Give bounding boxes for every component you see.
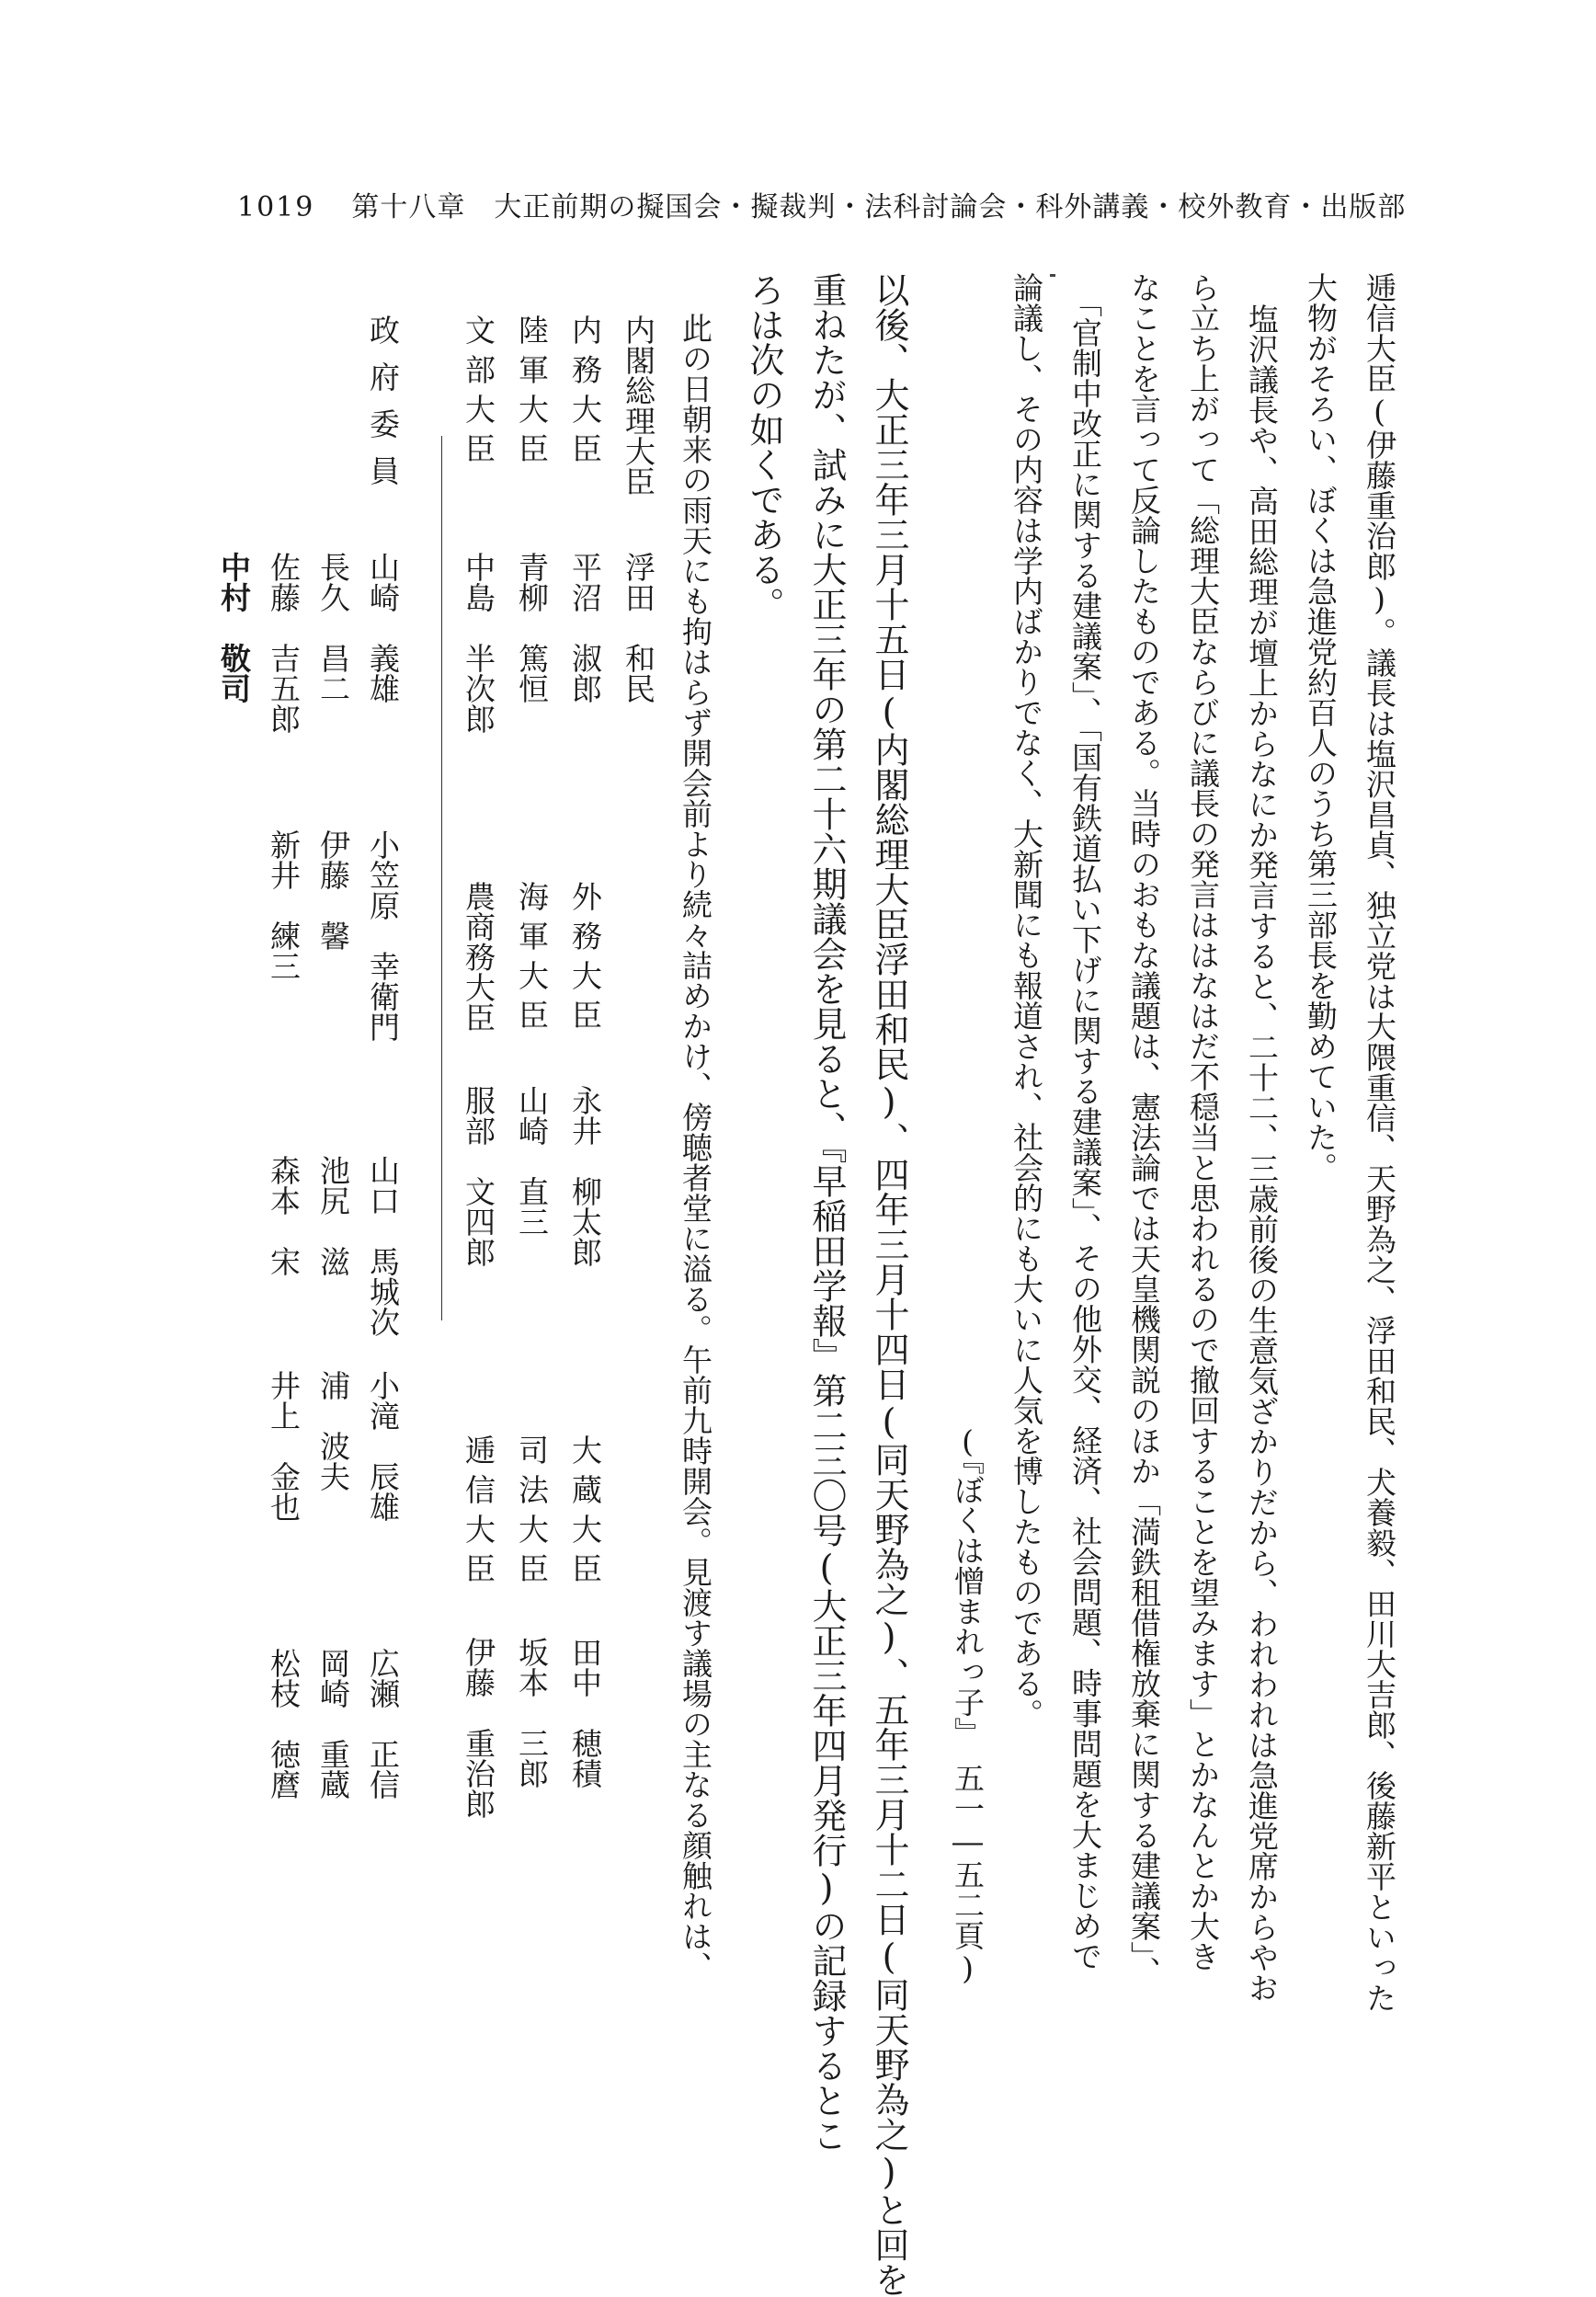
committee-member: 小滝 辰雄 [365,1370,401,1522]
minister: 山崎 直三 [514,1085,550,1237]
post: 内務大臣 [567,314,603,473]
minister: 服部 文四郎 [461,1085,496,1267]
committee-member: 浦 波夫 [315,1370,351,1491]
post: 文部大臣 [461,314,496,473]
minister: 伊藤 重治郎 [461,1637,496,1819]
post: 海軍大臣 [514,881,550,1039]
minister: 坂本 三郎 [514,1637,550,1788]
quote-column: 此の日朝来の雨天にも拘はらず開会前より続々詰めかけ、傍聴者堂に溢る。午前九時開会。見渡す議場の主なる顔触れは、 [678,313,713,1982]
committee-member: 山口 馬城次 [365,1155,401,1337]
committee-member: 山崎 義雄 [365,552,401,703]
post: 逓信大臣 [461,1434,496,1593]
running-header [237,184,1406,224]
committee-member: 松枝 徳麿 [266,1648,302,1800]
committee-member: 岡崎 重蔵 [315,1648,351,1800]
committee-member: 中村 敬司 [216,552,252,703]
committee-label: 政府委員 [365,314,401,502]
text-column: 重ねたが、試みに大正三年の第二十六期議会を見ると、『早稲田学報』第二三〇号(大正三年四月発行)の記録するとこ [806,272,847,2153]
minister: 浮田 和民 [621,552,656,703]
committee-member: 小笠原 幸衛門 [365,829,401,1042]
text-column: 以後、大正三年三月十五日(内閣総理大臣浮田和民)、四年三月十四日(同天野為之)、五年三月十二日(同天野為之)と回を [869,272,909,2297]
minister: 青柳 篤恒 [514,552,550,703]
committee-member: 長久 昌二 [315,552,351,703]
committee-member: 伊藤 馨 [315,829,351,951]
committee-member: 新井 練三 [266,829,302,981]
committee-member: 井上 金也 [266,1370,302,1522]
committee-member: 佐藤 吉五郎 [266,552,302,734]
post: 農商務大臣 [461,881,496,1033]
post: 内閣総理大臣 [621,314,656,497]
citation: (『ぼくは憎まれっ子』 五一―五二頁) [950,1423,986,1986]
text-column: なことを言って反論したものである。当時のおもな議題は、憲法論では天皇機関説のほか「満鉄租借権放棄に関する建議案」、 [1126,272,1162,1987]
committee-member: 森本 宋 [266,1155,302,1276]
minister: 永井 柳太郎 [567,1085,603,1267]
stray-mark [1050,274,1055,277]
text-column: 「官制中改正に関する建議案」、「国有鉄道払い下げに関する建議案」、その他外交、経済、社会問題、時事問題を大まじめで [1067,287,1103,1971]
post: 司法大臣 [514,1434,550,1593]
text-column: 大物がそろい、ぼくは急進党約百人のうち第三部長を勤めていた。 [1303,272,1339,1183]
chapter-title: 第十八章 大正前期の擬国会・擬裁判・法科討論会・科外講義・校外教育・出版部 [351,191,1407,223]
post: 外務大臣 [567,881,603,1039]
minister: 平沼 淑郎 [567,552,603,703]
text-column: 塩沢議長や、高田総理が壇上からなにか発言すると、二十二、三歳前後の生意気ざかりだから、われわれは急進党席からやお [1244,303,1280,2003]
post: 大蔵大臣 [567,1434,603,1593]
text-column: 逓信大臣(伊藤重治郎)。議長は塩沢昌貞、独立党は大隈重信、天野為之、浮田和民、犬養毅、田川大吉郎、後藤新平といった [1362,272,1397,2013]
committee-member: 池尻 滋 [315,1155,351,1276]
minister: 中島 半次郎 [461,552,496,734]
page-number: 1019 [237,191,315,223]
minister: 田中 穂積 [567,1637,603,1788]
text-column: ら立ち上がって「総理大臣ならびに議長の発言ははなはだ不穏当と思われるので撤回することを望みます」とかなんとか大き [1185,272,1221,1971]
text-column: 論議し、その内容は学内ばかりでなく、大新聞にも報道され、社会的にも大いに人気を博したものである。 [1009,272,1044,1729]
post: 陸軍大臣 [514,314,550,473]
committee-member: 広瀬 正信 [365,1648,401,1800]
text-column: ろは次の如くである。 [744,272,784,622]
divider-line [441,436,442,1320]
